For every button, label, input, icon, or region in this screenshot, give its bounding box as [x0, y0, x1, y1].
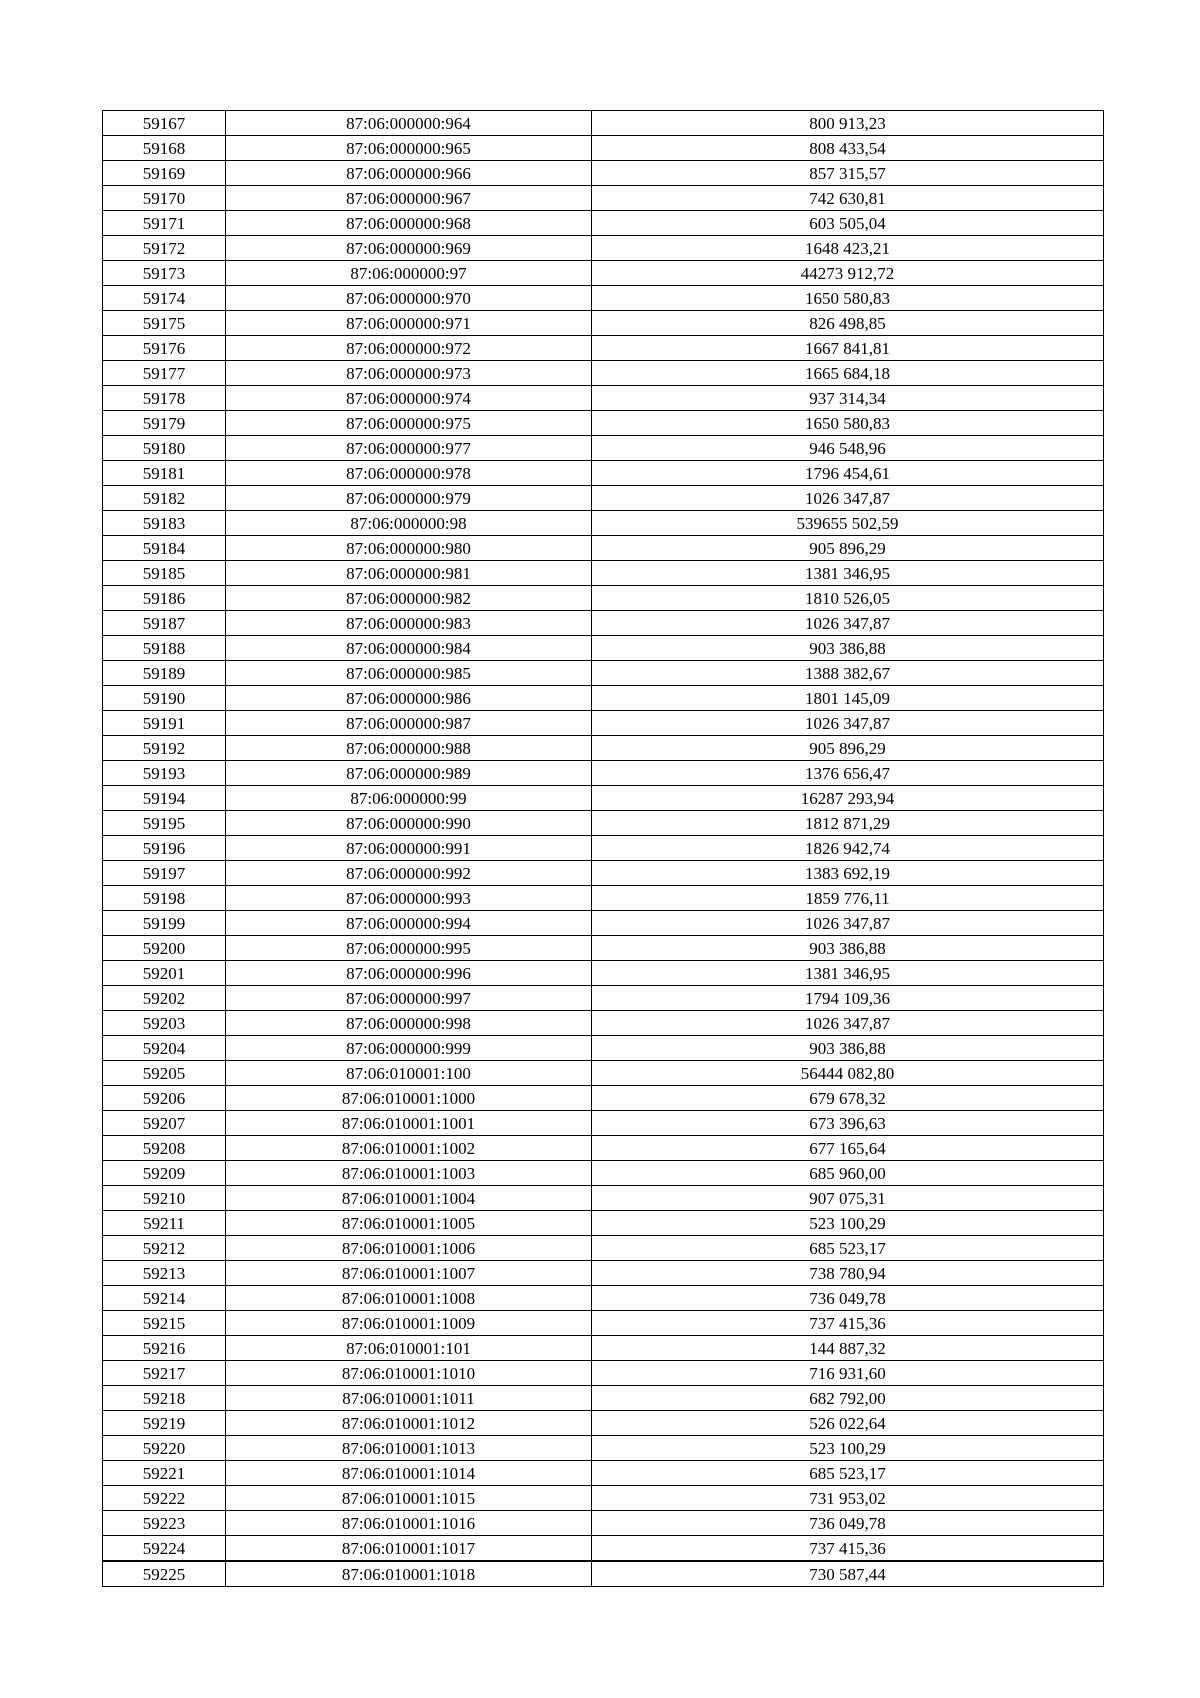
- row-number-cell: 59190: [103, 686, 226, 711]
- cadastral-value-cell: 523 100,29: [592, 1211, 1104, 1236]
- table-row: [103, 1086, 1104, 1111]
- cadastral-value-cell: 1376 656,47: [592, 761, 1104, 786]
- cadastral-number-cell: 87:06:000000:989: [226, 761, 592, 786]
- row-number-cell: 59178: [103, 386, 226, 411]
- cadastral-number-cell: 87:06:010001:1018: [226, 1561, 592, 1587]
- table-row: [103, 661, 1104, 686]
- row-number-cell: 59206: [103, 1086, 226, 1111]
- cadastral-number-cell: 87:06:010001:1003: [226, 1161, 592, 1186]
- cadastre-value-table: [102, 110, 1104, 1587]
- cadastral-value-cell: 1388 382,67: [592, 661, 1104, 686]
- cadastral-value-cell: 907 075,31: [592, 1186, 1104, 1211]
- cadastral-value-cell: 1650 580,83: [592, 286, 1104, 311]
- cadastral-value-cell: 1383 692,19: [592, 861, 1104, 886]
- cadastral-value-cell: 144 887,32: [592, 1336, 1104, 1361]
- cadastral-number-cell: 87:06:000000:991: [226, 836, 592, 861]
- cadastral-number-cell: 87:06:000000:969: [226, 236, 592, 261]
- cadastral-value-cell: 903 386,88: [592, 936, 1104, 961]
- cadastral-number-cell: 87:06:010001:1001: [226, 1111, 592, 1136]
- table-row: [103, 361, 1104, 386]
- cadastral-value-cell: 905 896,29: [592, 536, 1104, 561]
- cadastral-value-cell: 736 049,78: [592, 1511, 1104, 1536]
- table-row: [103, 286, 1104, 311]
- table-row: [103, 761, 1104, 786]
- cadastral-number-cell: 87:06:000000:975: [226, 411, 592, 436]
- cadastral-number-cell: 87:06:000000:973: [226, 361, 592, 386]
- table-row: [103, 1061, 1104, 1086]
- row-number-cell: 59187: [103, 611, 226, 636]
- table-row: [103, 986, 1104, 1011]
- cadastral-value-cell: 685 523,17: [592, 1461, 1104, 1486]
- row-number-cell: 59212: [103, 1236, 226, 1261]
- cadastral-number-cell: 87:06:000000:988: [226, 736, 592, 761]
- cadastral-value-cell: 56444 082,80: [592, 1061, 1104, 1086]
- table-row: [103, 536, 1104, 561]
- cadastral-number-cell: 87:06:000000:965: [226, 136, 592, 161]
- table-row: [103, 1336, 1104, 1361]
- row-number-cell: 59191: [103, 711, 226, 736]
- row-number-cell: 59169: [103, 161, 226, 186]
- row-number-cell: 59195: [103, 811, 226, 836]
- table-row: [103, 611, 1104, 636]
- cadastral-number-cell: 87:06:000000:99: [226, 786, 592, 811]
- row-number-cell: 59225: [103, 1561, 226, 1587]
- cadastral-number-cell: 87:06:010001:1017: [226, 1536, 592, 1562]
- cadastral-number-cell: 87:06:000000:982: [226, 586, 592, 611]
- row-number-cell: 59222: [103, 1486, 226, 1511]
- cadastral-value-cell: 737 415,36: [592, 1311, 1104, 1336]
- cadastral-number-cell: 87:06:000000:983: [226, 611, 592, 636]
- cadastral-number-cell: 87:06:000000:998: [226, 1011, 592, 1036]
- row-number-cell: 59220: [103, 1436, 226, 1461]
- cadastral-number-cell: 87:06:000000:97: [226, 261, 592, 286]
- row-number-cell: 59186: [103, 586, 226, 611]
- table-row: [103, 911, 1104, 936]
- row-number-cell: 59181: [103, 461, 226, 486]
- cadastral-value-cell: 677 165,64: [592, 1136, 1104, 1161]
- row-number-cell: 59217: [103, 1361, 226, 1386]
- row-number-cell: 59213: [103, 1261, 226, 1286]
- row-number-cell: 59218: [103, 1386, 226, 1411]
- row-number-cell: 59177: [103, 361, 226, 386]
- table-row: [103, 961, 1104, 986]
- cadastral-value-cell: 1810 526,05: [592, 586, 1104, 611]
- cadastral-number-cell: 87:06:010001:1000: [226, 1086, 592, 1111]
- table-row: [103, 1286, 1104, 1311]
- cadastral-number-cell: 87:06:000000:967: [226, 186, 592, 211]
- row-number-cell: 59179: [103, 411, 226, 436]
- cadastral-number-cell: 87:06:000000:966: [226, 161, 592, 186]
- row-number-cell: 59180: [103, 436, 226, 461]
- table-row: [103, 236, 1104, 261]
- row-number-cell: 59183: [103, 511, 226, 536]
- table-row: [103, 786, 1104, 811]
- row-number-cell: 59219: [103, 1411, 226, 1436]
- cadastral-value-cell: 737 415,36: [592, 1536, 1104, 1562]
- table-row: [103, 861, 1104, 886]
- table-row: [103, 111, 1104, 136]
- table-row: [103, 261, 1104, 286]
- cadastral-number-cell: 87:06:000000:986: [226, 686, 592, 711]
- row-number-cell: 59209: [103, 1161, 226, 1186]
- table-row: [103, 411, 1104, 436]
- cadastral-value-cell: 679 678,32: [592, 1086, 1104, 1111]
- cadastral-value-cell: 16287 293,94: [592, 786, 1104, 811]
- table-row: [103, 686, 1104, 711]
- table-row: [103, 436, 1104, 461]
- cadastral-value-cell: 1381 346,95: [592, 961, 1104, 986]
- table-row: [103, 1361, 1104, 1386]
- table-row: [103, 886, 1104, 911]
- table-row: [103, 1536, 1104, 1562]
- row-number-cell: 59175: [103, 311, 226, 336]
- cadastral-value-cell: 808 433,54: [592, 136, 1104, 161]
- cadastral-value-cell: 905 896,29: [592, 736, 1104, 761]
- table-row: [103, 1511, 1104, 1536]
- cadastral-number-cell: 87:06:010001:101: [226, 1336, 592, 1361]
- row-number-cell: 59194: [103, 786, 226, 811]
- row-number-cell: 59210: [103, 1186, 226, 1211]
- cadastral-value-cell: 716 931,60: [592, 1361, 1104, 1386]
- row-number-cell: 59211: [103, 1211, 226, 1236]
- cadastral-value-cell: 1026 347,87: [592, 711, 1104, 736]
- cadastral-value-cell: 685 523,17: [592, 1236, 1104, 1261]
- cadastral-value-cell: 736 049,78: [592, 1286, 1104, 1311]
- cadastral-value-cell: 903 386,88: [592, 636, 1104, 661]
- cadastral-value-cell: 742 630,81: [592, 186, 1104, 211]
- row-number-cell: 59171: [103, 211, 226, 236]
- cadastral-number-cell: 87:06:000000:993: [226, 886, 592, 911]
- cadastral-number-cell: 87:06:000000:981: [226, 561, 592, 586]
- cadastral-value-cell: 903 386,88: [592, 1036, 1104, 1061]
- row-number-cell: 59176: [103, 336, 226, 361]
- cadastral-number-cell: 87:06:000000:990: [226, 811, 592, 836]
- cadastral-number-cell: 87:06:010001:1010: [226, 1361, 592, 1386]
- table-row: [103, 1111, 1104, 1136]
- cadastral-value-cell: 800 913,23: [592, 111, 1104, 136]
- table-row: [103, 461, 1104, 486]
- table-row: [103, 1561, 1104, 1587]
- table-row: [103, 1261, 1104, 1286]
- cadastral-number-cell: 87:06:010001:1005: [226, 1211, 592, 1236]
- cadastral-number-cell: 87:06:000000:968: [226, 211, 592, 236]
- row-number-cell: 59200: [103, 936, 226, 961]
- cadastral-value-cell: 1381 346,95: [592, 561, 1104, 586]
- table-row: [103, 136, 1104, 161]
- cadastral-number-cell: 87:06:010001:1006: [226, 1236, 592, 1261]
- table-row: [103, 1161, 1104, 1186]
- row-number-cell: 59173: [103, 261, 226, 286]
- cadastral-number-cell: 87:06:000000:979: [226, 486, 592, 511]
- cadastral-value-cell: 1650 580,83: [592, 411, 1104, 436]
- cadastral-number-cell: 87:06:010001:1009: [226, 1311, 592, 1336]
- row-number-cell: 59204: [103, 1036, 226, 1061]
- cadastral-value-cell: 1859 776,11: [592, 886, 1104, 911]
- row-number-cell: 59182: [103, 486, 226, 511]
- row-number-cell: 59205: [103, 1061, 226, 1086]
- table-row: [103, 1411, 1104, 1436]
- cadastral-value-cell: 539655 502,59: [592, 511, 1104, 536]
- table-row: [103, 1011, 1104, 1036]
- cadastral-value-cell: 1796 454,61: [592, 461, 1104, 486]
- cadastral-value-cell: 857 315,57: [592, 161, 1104, 186]
- cadastral-number-cell: 87:06:010001:1015: [226, 1486, 592, 1511]
- cadastral-number-cell: 87:06:000000:994: [226, 911, 592, 936]
- cadastral-value-cell: 937 314,34: [592, 386, 1104, 411]
- cadastral-number-cell: 87:06:000000:999: [226, 1036, 592, 1061]
- table-row: [103, 1211, 1104, 1236]
- cadastral-number-cell: 87:06:010001:1014: [226, 1461, 592, 1486]
- cadastral-value-cell: 1826 942,74: [592, 836, 1104, 861]
- cadastral-value-cell: 730 587,44: [592, 1561, 1104, 1587]
- row-number-cell: 59192: [103, 736, 226, 761]
- cadastral-value-cell: 1026 347,87: [592, 1011, 1104, 1036]
- cadastral-number-cell: 87:06:000000:987: [226, 711, 592, 736]
- row-number-cell: 59202: [103, 986, 226, 1011]
- row-number-cell: 59197: [103, 861, 226, 886]
- table-row: [103, 386, 1104, 411]
- row-number-cell: 59199: [103, 911, 226, 936]
- table-row: [103, 1386, 1104, 1411]
- row-number-cell: 59185: [103, 561, 226, 586]
- row-number-cell: 59223: [103, 1511, 226, 1536]
- table-row: [103, 1236, 1104, 1261]
- cadastral-number-cell: 87:06:000000:980: [226, 536, 592, 561]
- cadastral-number-cell: 87:06:000000:985: [226, 661, 592, 686]
- table-row: [103, 1486, 1104, 1511]
- table-row: [103, 336, 1104, 361]
- cadastral-number-cell: 87:06:010001:1008: [226, 1286, 592, 1311]
- cadastral-number-cell: 87:06:000000:98: [226, 511, 592, 536]
- cadastral-number-cell: 87:06:000000:972: [226, 336, 592, 361]
- cadastral-number-cell: 87:06:000000:984: [226, 636, 592, 661]
- row-number-cell: 59188: [103, 636, 226, 661]
- table-row: [103, 561, 1104, 586]
- cadastral-number-cell: 87:06:010001:1013: [226, 1436, 592, 1461]
- table-row: [103, 311, 1104, 336]
- table-row: [103, 711, 1104, 736]
- cadastral-number-cell: 87:06:000000:997: [226, 986, 592, 1011]
- row-number-cell: 59201: [103, 961, 226, 986]
- row-number-cell: 59224: [103, 1536, 226, 1562]
- cadastral-value-cell: 523 100,29: [592, 1436, 1104, 1461]
- table-row: [103, 161, 1104, 186]
- cadastral-value-cell: 1648 423,21: [592, 236, 1104, 261]
- row-number-cell: 59168: [103, 136, 226, 161]
- row-number-cell: 59203: [103, 1011, 226, 1036]
- row-number-cell: 59167: [103, 111, 226, 136]
- row-number-cell: 59193: [103, 761, 226, 786]
- row-number-cell: 59207: [103, 1111, 226, 1136]
- cadastral-value-cell: 526 022,64: [592, 1411, 1104, 1436]
- row-number-cell: 59216: [103, 1336, 226, 1361]
- cadastral-value-cell: 682 792,00: [592, 1386, 1104, 1411]
- cadastral-value-cell: 1794 109,36: [592, 986, 1104, 1011]
- table-row: [103, 1036, 1104, 1061]
- cadastral-number-cell: 87:06:010001:1016: [226, 1511, 592, 1536]
- cadastral-number-cell: 87:06:010001:100: [226, 1061, 592, 1086]
- row-number-cell: 59172: [103, 236, 226, 261]
- table-row: [103, 836, 1104, 861]
- cadastral-value-cell: 44273 912,72: [592, 261, 1104, 286]
- row-number-cell: 59174: [103, 286, 226, 311]
- cadastral-number-cell: 87:06:000000:996: [226, 961, 592, 986]
- cadastral-number-cell: 87:06:000000:995: [226, 936, 592, 961]
- table-row: [103, 1436, 1104, 1461]
- cadastral-number-cell: 87:06:000000:978: [226, 461, 592, 486]
- cadastral-number-cell: 87:06:000000:971: [226, 311, 592, 336]
- cadastral-number-cell: 87:06:000000:974: [226, 386, 592, 411]
- cadastral-value-cell: 1812 871,29: [592, 811, 1104, 836]
- table-row: [103, 586, 1104, 611]
- cadastral-number-cell: 87:06:000000:970: [226, 286, 592, 311]
- cadastral-value-cell: 673 396,63: [592, 1111, 1104, 1136]
- table-row: [103, 511, 1104, 536]
- cadastral-number-cell: 87:06:010001:1011: [226, 1386, 592, 1411]
- row-number-cell: 59170: [103, 186, 226, 211]
- cadastral-value-cell: 603 505,04: [592, 211, 1104, 236]
- cadastral-number-cell: 87:06:000000:977: [226, 436, 592, 461]
- table-body: [103, 111, 1104, 1587]
- cadastral-value-cell: 731 953,02: [592, 1486, 1104, 1511]
- table-row: [103, 811, 1104, 836]
- cadastral-value-cell: 738 780,94: [592, 1261, 1104, 1286]
- table-row: [103, 211, 1104, 236]
- table-row: [103, 1461, 1104, 1486]
- table-row: [103, 1186, 1104, 1211]
- cadastral-value-cell: 1665 684,18: [592, 361, 1104, 386]
- cadastral-value-cell: 1667 841,81: [592, 336, 1104, 361]
- table-row: [103, 636, 1104, 661]
- row-number-cell: 59214: [103, 1286, 226, 1311]
- cadastral-value-cell: 826 498,85: [592, 311, 1104, 336]
- cadastral-value-cell: 1026 347,87: [592, 911, 1104, 936]
- cadastral-value-cell: 1026 347,87: [592, 611, 1104, 636]
- table-row: [103, 486, 1104, 511]
- table-row: [103, 186, 1104, 211]
- cadastral-value-cell: 946 548,96: [592, 436, 1104, 461]
- row-number-cell: 59215: [103, 1311, 226, 1336]
- table-row: [103, 936, 1104, 961]
- cadastral-number-cell: 87:06:000000:964: [226, 111, 592, 136]
- cadastral-number-cell: 87:06:010001:1002: [226, 1136, 592, 1161]
- table-row: [103, 736, 1104, 761]
- cadastral-value-cell: 1026 347,87: [592, 486, 1104, 511]
- cadastral-number-cell: 87:06:000000:992: [226, 861, 592, 886]
- cadastral-value-cell: 1801 145,09: [592, 686, 1104, 711]
- cadastral-number-cell: 87:06:010001:1012: [226, 1411, 592, 1436]
- row-number-cell: 59196: [103, 836, 226, 861]
- row-number-cell: 59208: [103, 1136, 226, 1161]
- table-row: [103, 1136, 1104, 1161]
- row-number-cell: 59221: [103, 1461, 226, 1486]
- row-number-cell: 59198: [103, 886, 226, 911]
- cadastral-number-cell: 87:06:010001:1007: [226, 1261, 592, 1286]
- cadastral-number-cell: 87:06:010001:1004: [226, 1186, 592, 1211]
- row-number-cell: 59184: [103, 536, 226, 561]
- row-number-cell: 59189: [103, 661, 226, 686]
- cadastral-value-cell: 685 960,00: [592, 1161, 1104, 1186]
- table-row: [103, 1311, 1104, 1336]
